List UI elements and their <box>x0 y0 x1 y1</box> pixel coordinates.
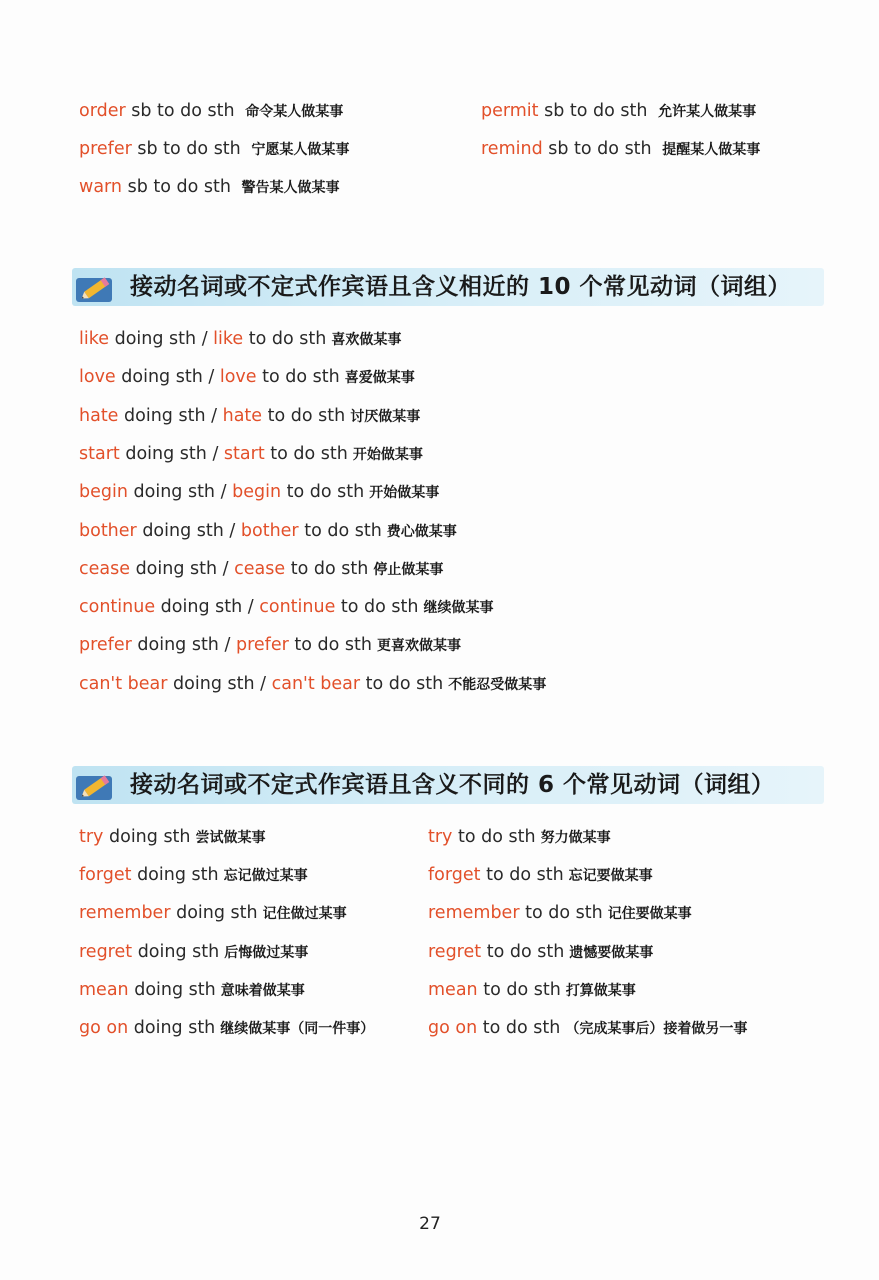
verb: like <box>79 329 110 349</box>
meaning: 警告某人做某事 <box>241 180 340 196</box>
list-item <box>481 99 756 124</box>
pattern-doing: doing sth <box>173 673 255 694</box>
list-item-doing <box>79 940 308 965</box>
pattern-to-do: to do sth <box>486 941 565 962</box>
meaning: 开始做某事 <box>369 485 440 502</box>
list-item-to-do <box>428 825 611 850</box>
verb: can't bear <box>79 673 168 694</box>
verb: bother <box>240 520 299 541</box>
pattern-doing: doing sth <box>137 941 220 962</box>
verb: try <box>428 827 453 847</box>
list-item-doing <box>79 978 305 1003</box>
verb: can't bear <box>271 673 361 694</box>
list-item-doing <box>79 825 266 850</box>
pattern-doing: doing sth <box>134 979 216 1000</box>
list-item <box>79 595 494 620</box>
verb: cease <box>234 558 286 579</box>
verb: prefer <box>79 635 132 656</box>
meaning: 宁愿某人做某事 <box>251 142 350 158</box>
verb: start <box>223 443 265 464</box>
meaning: 努力做某事 <box>540 830 611 846</box>
pattern-doing: doing sth <box>124 405 206 426</box>
meaning: 意味着做某事 <box>220 982 305 999</box>
pattern-doing: doing sth <box>133 1018 216 1038</box>
verb: love <box>219 367 257 388</box>
pattern: sb to do sth <box>544 101 648 121</box>
pattern-to-do: to do sth <box>340 597 419 618</box>
pattern-to-do: to do sth <box>525 903 603 924</box>
separator: / <box>260 673 267 694</box>
meaning: 打算做某事 <box>565 982 636 999</box>
pattern-to-do: to do sth <box>486 865 564 886</box>
meaning: 忘记要做某事 <box>568 868 653 885</box>
verb: permit <box>481 101 539 121</box>
pattern-doing: doing sth <box>176 903 258 924</box>
verb: warn <box>79 177 123 197</box>
verb: like <box>213 329 244 349</box>
list-item-to-do <box>428 901 692 926</box>
meaning: 讨厌做某事 <box>350 408 421 425</box>
meaning: 费心做某事 <box>386 523 457 540</box>
meaning: 喜爱做某事 <box>344 370 415 387</box>
verb: try <box>79 827 104 847</box>
list-item <box>79 404 420 429</box>
separator: / <box>222 558 229 579</box>
verb: begin <box>79 482 128 503</box>
list-item <box>79 175 340 200</box>
pattern-to-do: to do sth <box>365 673 444 694</box>
list-item <box>79 327 401 352</box>
pattern-doing: doing sth <box>142 520 224 541</box>
meaning: 遗憾要做某事 <box>569 944 654 961</box>
verb: go on <box>79 1018 129 1038</box>
list-item-to-do <box>428 1016 747 1041</box>
separator: / <box>220 482 227 503</box>
verb: begin <box>232 482 282 503</box>
meaning: 记住做过某事 <box>262 906 347 923</box>
verb: remember <box>79 903 171 924</box>
meaning: 后悔做过某事 <box>224 944 309 961</box>
verb: order <box>79 101 126 121</box>
list-item-to-do <box>428 978 636 1003</box>
list-item <box>79 480 439 505</box>
list-item-doing <box>79 1016 374 1041</box>
section-title: 接动名词或不定式作宾语且含义不同的 6 个常见动词（词组） <box>130 772 775 798</box>
verb: prefer <box>235 635 289 656</box>
separator: / <box>229 520 236 541</box>
pattern: sb to do sth <box>137 139 241 159</box>
verb: continue <box>79 597 156 618</box>
list-item <box>79 633 461 658</box>
verb: regret <box>428 941 482 962</box>
verb: go on <box>428 1018 478 1038</box>
pattern-doing: doing sth <box>137 865 219 886</box>
verb: forget <box>79 865 132 886</box>
meaning: 记住要做某事 <box>607 906 692 923</box>
pattern-to-do: to do sth <box>304 520 382 541</box>
list-item <box>79 519 457 544</box>
list-item <box>79 99 343 124</box>
list-item <box>481 137 760 162</box>
pattern: sb to do sth <box>127 177 231 197</box>
meaning: 提醒某人做某事 <box>662 142 761 158</box>
pattern-to-do: to do sth <box>483 979 561 1000</box>
section-heading <box>72 268 824 306</box>
verb: mean <box>79 979 129 1000</box>
verb: bother <box>79 520 137 541</box>
pattern-doing: doing sth <box>133 482 216 503</box>
pattern-to-do: to do sth <box>294 635 372 656</box>
pencil-icon <box>76 270 118 304</box>
pattern-to-do: to do sth <box>270 443 348 464</box>
verb: love <box>79 367 116 388</box>
meaning: 允许某人做某事 <box>658 104 757 120</box>
list-item-to-do <box>428 940 653 965</box>
pattern-doing: doing sth <box>121 367 203 388</box>
verb: hate <box>79 405 119 426</box>
pattern-to-do: to do sth <box>262 367 340 388</box>
list-item <box>79 557 443 582</box>
meaning: 继续做某事（同一件事） <box>220 1021 375 1037</box>
verb: mean <box>428 979 478 1000</box>
pattern-doing: doing sth <box>114 329 197 349</box>
pattern-to-do: to do sth <box>458 827 536 847</box>
list-item <box>79 137 349 162</box>
section-heading <box>72 766 824 804</box>
meaning: 继续做某事 <box>423 600 494 617</box>
section-title: 接动名词或不定式作宾语且含义相近的 10 个常见动词（词组） <box>130 274 792 300</box>
list-item-doing <box>79 863 308 888</box>
list-item-doing <box>79 901 347 926</box>
list-item <box>79 365 415 390</box>
pattern-to-do: to do sth <box>267 405 346 426</box>
list-item-to-do <box>428 863 653 888</box>
meaning: 开始做某事 <box>352 446 423 463</box>
meaning: 停止做某事 <box>373 561 444 578</box>
verb: remember <box>428 903 520 924</box>
verb: regret <box>79 941 133 962</box>
pattern-to-do: to do sth <box>482 1018 561 1038</box>
pattern: sb to do sth <box>131 101 235 121</box>
verb: start <box>79 443 120 464</box>
separator: / <box>201 329 208 349</box>
verb: continue <box>259 597 336 618</box>
separator: / <box>212 443 219 464</box>
pencil-icon <box>76 768 118 802</box>
meaning: 喜欢做某事 <box>331 332 402 348</box>
verb: remind <box>481 139 543 159</box>
pattern-doing: doing sth <box>135 558 218 579</box>
separator: / <box>208 367 215 388</box>
meaning: 忘记做过某事 <box>223 868 308 885</box>
separator: / <box>247 597 254 618</box>
separator: / <box>211 405 218 426</box>
verb: forget <box>428 865 481 886</box>
meaning: （完成某事后）接着做另一事 <box>565 1021 748 1037</box>
pattern-doing: doing sth <box>109 827 191 847</box>
meaning: 尝试做某事 <box>195 830 266 846</box>
page-number: 27 <box>419 1214 441 1234</box>
pattern: sb to do sth <box>548 139 652 159</box>
list-item <box>79 672 546 697</box>
list-item <box>79 442 423 467</box>
verb: cease <box>79 558 130 579</box>
pattern-doing: doing sth <box>125 443 207 464</box>
meaning: 命令某人做某事 <box>245 104 344 120</box>
verb: prefer <box>79 139 132 159</box>
separator: / <box>224 635 231 656</box>
meaning: 更喜欢做某事 <box>376 638 461 655</box>
pattern-to-do: to do sth <box>248 329 327 349</box>
verb: hate <box>222 405 263 426</box>
pattern-to-do: to do sth <box>286 482 365 503</box>
pattern-doing: doing sth <box>160 597 243 618</box>
meaning: 不能忍受做某事 <box>448 676 547 693</box>
pattern-doing: doing sth <box>137 635 219 656</box>
pattern-to-do: to do sth <box>290 558 369 579</box>
